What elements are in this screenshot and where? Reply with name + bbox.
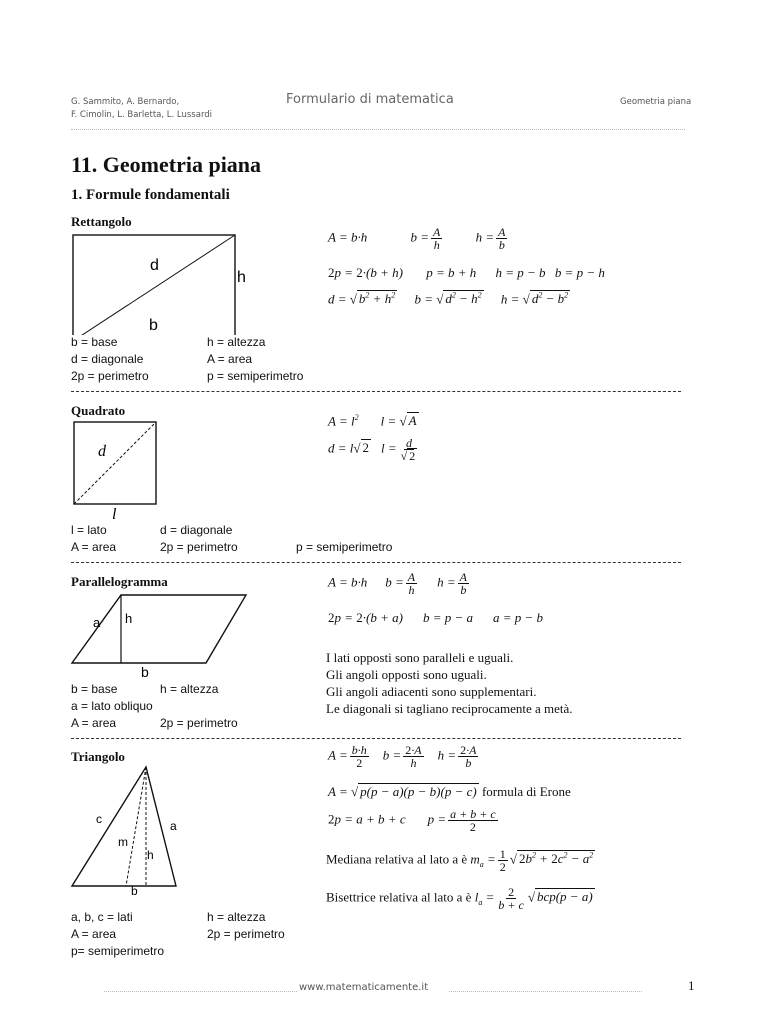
para-label-h: h bbox=[125, 611, 133, 626]
section-divider bbox=[71, 738, 681, 739]
legend-item: A = area bbox=[71, 927, 117, 941]
mediana-label: Mediana relativa al lato a è bbox=[326, 851, 468, 867]
tri-label-m: m bbox=[118, 835, 128, 849]
square-label-l: l bbox=[112, 506, 117, 522]
legend-item: A = area bbox=[207, 352, 253, 366]
footer-url[interactable]: www.matematicamente.it bbox=[299, 982, 429, 993]
tri-label-a: a bbox=[170, 819, 177, 833]
quadrato-legend bbox=[71, 522, 392, 556]
footer-dots-left bbox=[104, 991, 297, 992]
header-authors bbox=[71, 96, 212, 122]
tri-label-b: b bbox=[131, 884, 138, 897]
legend-item: 2p = perimetro bbox=[71, 369, 149, 383]
parallelogramma-title: Parallelogramma bbox=[71, 574, 168, 589]
subsection-title: 1. Formule fondamentali bbox=[71, 187, 230, 203]
legend-item: 2p = perimetro bbox=[207, 927, 285, 941]
legend-item: 2p = perimetro bbox=[160, 540, 238, 554]
header-divider bbox=[71, 129, 685, 130]
legend-item: a = lato obliquo bbox=[71, 699, 153, 713]
legend-item: a, b, c = lati bbox=[71, 910, 133, 924]
erone-label: formula di Erone bbox=[481, 784, 571, 799]
square-formula-row-2: d = l√ 2 l = $\frac{d}{√ 2}$ bbox=[328, 436, 416, 463]
legend-item: A = area bbox=[71, 540, 117, 554]
authors-line-1: G. Sammito, A. Bernardo, bbox=[71, 97, 180, 107]
note-line: I lati opposti sono paralleli e uguali. bbox=[326, 650, 514, 665]
footer-dots-right bbox=[449, 991, 642, 992]
tri-formula-erone: A = √ p(p − a)(p − b)(p − c) formula di Erone bbox=[328, 784, 571, 799]
rect-formula-row-3: d = √ $b^2 + h^2$ b = √ $d^2 - h^2$ h = √ $d^2 - b^2$ bbox=[328, 291, 569, 307]
parallelogram-figure bbox=[66, 588, 256, 683]
tri-formula-bisettrice: Bisettrice relativa al lato a è $l_a$ = $\frac{2}{b + c}$ √ bcp(p − a) bbox=[326, 885, 593, 912]
rect-formula-row-1: A = b·h b = $\frac{A}{h}$ h = $\frac{A}{b}$ bbox=[328, 225, 506, 252]
tri-formula-row-1: A = $\frac{b\cdot h}{2}$ b = $\frac{2\cdot A}{h}$ h = $\frac{2\cdot A}{b}$ bbox=[328, 743, 477, 770]
para-formula-row-2: 2p = 2·(b + a) b = p − a a = p − b bbox=[328, 610, 544, 625]
rect-label-b: b bbox=[149, 317, 158, 334]
triangle-figure bbox=[66, 762, 196, 897]
chapter-title: 11. Geometria piana bbox=[71, 152, 262, 177]
rectangle-figure bbox=[66, 230, 266, 335]
para-label-b: b bbox=[141, 664, 149, 680]
tri-formula-perimeter: 2p = a + b + c p = $\frac{a + b + c}{2}$ bbox=[328, 807, 496, 834]
legend-item: 2p = perimetro bbox=[160, 716, 238, 730]
tri-formula-mediana: Mediana relativa al lato a è $m_a$ = $\frac{1}{2}$ √ $2b^2 + 2c^2 - a^2$ bbox=[326, 847, 594, 874]
triangolo-title: Triangolo bbox=[71, 749, 125, 764]
rettangolo-title: Rettangolo bbox=[71, 214, 132, 229]
rect-label-d: d bbox=[150, 257, 159, 274]
square-figure bbox=[66, 418, 166, 522]
square-formula-row-1: $A = l^2$ l = √ A bbox=[328, 413, 417, 429]
note-line: Le diagonali si tagliano reciprocamente a metà. bbox=[326, 701, 573, 716]
legend-item: p = semiperimetro bbox=[207, 369, 304, 383]
legend-item: b = base bbox=[71, 682, 118, 696]
parallelogramma-notes bbox=[326, 649, 573, 717]
square-label-d: d bbox=[98, 443, 106, 460]
legend-item: h = altezza bbox=[207, 910, 266, 924]
triangolo-legend bbox=[71, 909, 285, 960]
legend-item: h = altezza bbox=[207, 335, 266, 349]
header-section: Geometria piana bbox=[620, 97, 692, 107]
page-number: 1 bbox=[688, 978, 695, 993]
legend-item: h = altezza bbox=[160, 682, 219, 696]
legend-item: b = base bbox=[71, 335, 118, 349]
rettangolo-legend bbox=[71, 334, 303, 385]
rect-formula-row-2: 2p = 2·(b + h) p = b + h h = p − b b = p − h bbox=[328, 265, 605, 280]
legend-item: p = semiperimetro bbox=[296, 540, 393, 554]
tri-label-c: c bbox=[96, 812, 102, 826]
legend-item: p= semiperimetro bbox=[71, 944, 165, 958]
rect-label-h: h bbox=[237, 269, 246, 286]
para-label-a: a bbox=[93, 615, 101, 630]
legend-item: d = diagonale bbox=[71, 352, 144, 366]
header-title: Formulario di matematica bbox=[286, 92, 454, 107]
section-divider bbox=[71, 391, 681, 392]
para-formula-row-1: A = b·h b = $\frac{A}{h}$ h = $\frac{A}{b}$ bbox=[328, 570, 467, 597]
note-line: Gli angoli adiacenti sono supplementari. bbox=[326, 684, 537, 699]
legend-item: A = area bbox=[71, 716, 117, 730]
tri-label-h: h bbox=[147, 848, 154, 862]
note-line: Gli angoli opposti sono uguali. bbox=[326, 667, 487, 682]
section-divider bbox=[71, 562, 681, 563]
legend-item: d = diagonale bbox=[160, 523, 233, 537]
authors-line-2: F. Cimolin, L. Barletta, L. Lussardi bbox=[71, 110, 213, 120]
parallelogramma-legend bbox=[71, 681, 238, 732]
bisettrice-label: Bisettrice relativa al lato a è bbox=[326, 889, 472, 905]
legend-item: l = lato bbox=[71, 523, 107, 537]
quadrato-title: Quadrato bbox=[71, 403, 126, 418]
